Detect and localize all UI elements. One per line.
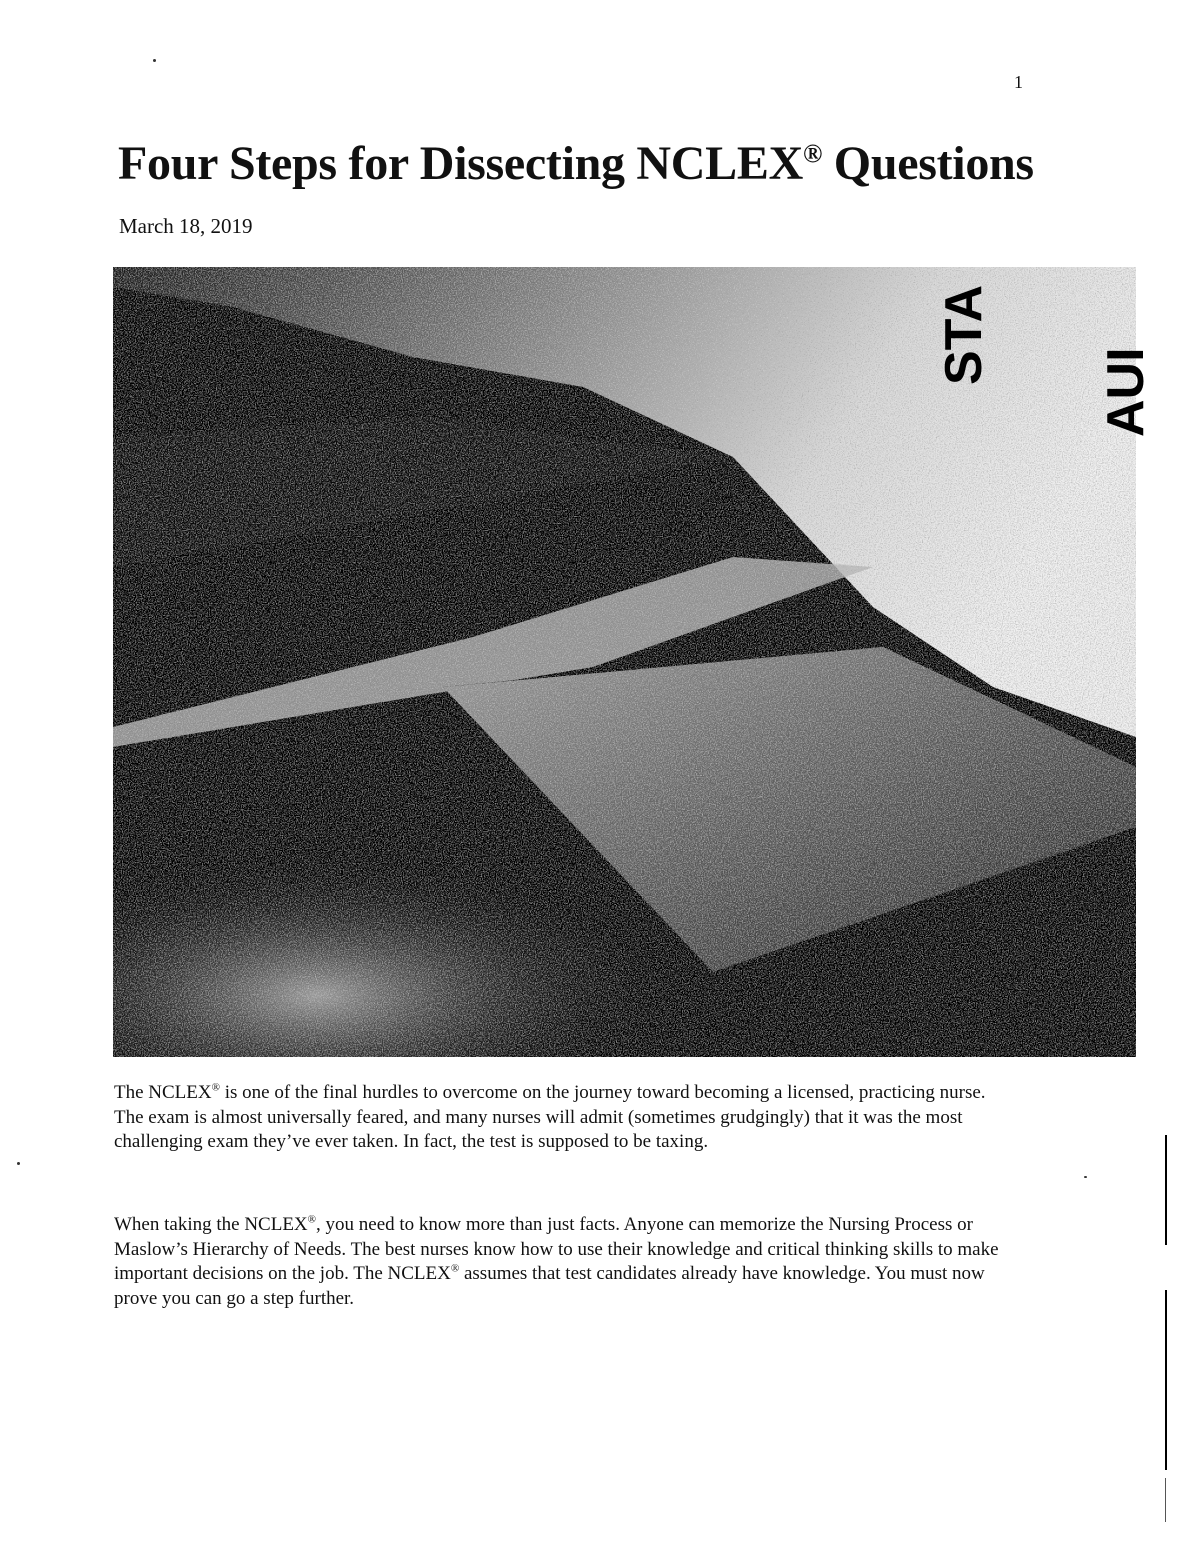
sign-letters-right: AUI — [1097, 347, 1155, 437]
article-photo — [113, 267, 1155, 1057]
paragraph-knowledge-text-end: assumes that test candidates already have knowledge. You must now prove you can go a step further. — [114, 1263, 985, 1309]
paragraph-knowledge-text-cont: , you need to know more than just facts. Anyone can memorize the Nursing Process or Maslow’s Hierarchy of Needs. The best nurses know how to use their knowledge and critical thinking skills to make important decisions on the job. The NCLEX — [114, 1214, 999, 1284]
sign-letters-left: STA — [935, 284, 993, 385]
page-title — [118, 136, 1034, 191]
paragraph-intro-text: The NCLEX — [114, 1082, 212, 1103]
scan-speck — [1084, 1176, 1087, 1178]
scan-margin-line — [1165, 1290, 1167, 1470]
registered-mark: ® — [802, 139, 823, 168]
paragraph-knowledge-text: When taking the NCLEX — [114, 1214, 308, 1235]
publish-date: March 18, 2019 — [119, 214, 253, 238]
title-text: Four Steps for Dissecting NCLEX — [118, 137, 803, 190]
scan-speck — [17, 1162, 20, 1165]
scan-margin-line — [1165, 1135, 1167, 1245]
page-number: 1 — [1014, 72, 1023, 92]
registered-mark: ® — [307, 1213, 317, 1226]
registered-mark: ® — [450, 1262, 460, 1275]
registered-mark: ® — [211, 1081, 220, 1094]
photo-illustration — [113, 267, 1155, 1057]
paragraph-intro-text-cont: is one of the final hurdles to overcome on the journey toward becoming a licensed, practicing nurse. The exam is almost universally feared, and many nurses will admit (sometimes grudgingly) that it was the most challenging exam they’ve ever taken. In fact, the test is supposed to be taxing. — [114, 1082, 986, 1152]
scan-margin-line — [1165, 1478, 1166, 1522]
paragraph-intro — [114, 1081, 1004, 1155]
title-text-end: Questions — [822, 137, 1034, 190]
scan-speck — [153, 59, 156, 62]
paragraph-knowledge — [114, 1213, 1004, 1311]
